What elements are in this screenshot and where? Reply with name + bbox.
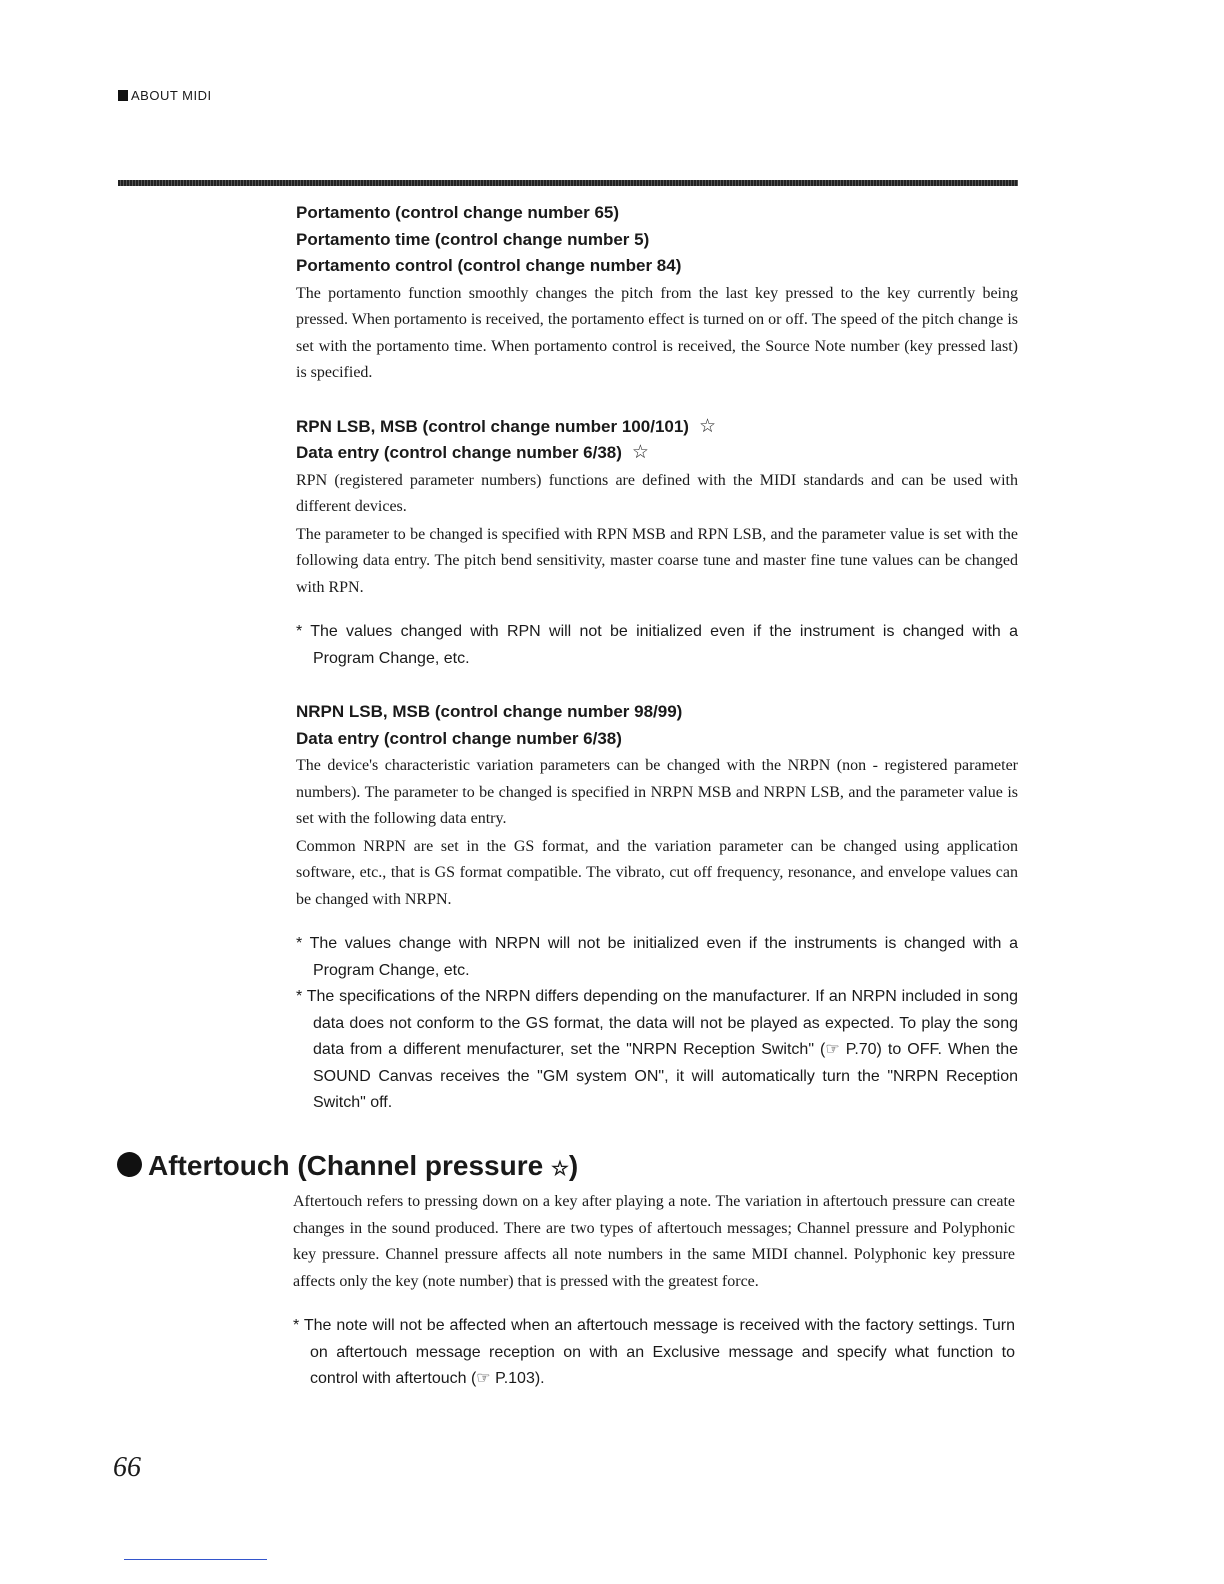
heading-rpn-data-entry [296, 440, 1018, 467]
note-nrpn-1: * The values change with NRPN will not be initialized even if the instruments is changed with a Program Change, etc. [296, 935, 1018, 979]
note-rpn: * The values changed with RPN will not be initialized even if the instrument is changed with a Program Change, etc. [296, 623, 1018, 667]
heading-nrpn: NRPN LSB, MSB (control change number 98/99) [296, 702, 683, 721]
header-rule [118, 180, 1018, 186]
paragraph-nrpn-1: The device's characteristic variation parameters can be changed with the NRPN (non - registered parameter numbers). The parameter to be changed is specified in NRPN MSB and NRPN LSB, and the parameter value is set with the following data entry. [296, 757, 1018, 827]
paragraph-aftertouch: Aftertouch refers to pressing down on a key after playing a note. The variation in aftertouch pressure can create changes in the sound produced. There are two types of aftertouch messages; Channel pressure and Polyphonic key pressure. Channel pressure affects all note numbers in the same MIDI channel. Polyphonic key pressure affects only the key (note number) that is pressed with the greatest force. [293, 1193, 1015, 1290]
paragraph-rpn-1: RPN (registered parameter numbers) functions are defined with the MIDI standards and can be used with different devices. [296, 471, 1018, 515]
note-nrpn-2: * The specifications of the NRPN differs depending on the manufacturer. If an NRPN included in song data does not conform to the GS format, the data will not be played as expected. To play the song data from a different menufacturer, set the "NRPN Reception Switch" (☞ P.70) to OFF. When the SOUND Canvas receives the "GM system ON", it will automatically turn the "NRPN Reception Switch" off. [296, 988, 1018, 1111]
note-aftertouch: * The note will not be affected when an aftertouch message is received with the factory settings. Turn on aftertouch message reception on with an Exclusive message and specify what function to control with aftertouch (☞ P.103). [293, 1317, 1015, 1387]
footer-line [124, 1559, 267, 1560]
paragraph-nrpn-2: Common NRPN are set in the GS format, and the variation parameter can be changed using application software, etc., that is GS format compatible. The vibrato, cut off frequency, resonance, and envelope values can be changed with NRPN. [296, 837, 1018, 908]
heading-rpn-data-entry-text: Data entry (control change number 6/38) [296, 443, 622, 462]
header-section-label: ABOUT MIDI [131, 88, 212, 103]
main-content [296, 200, 1018, 1117]
heading-portamento: Portamento (control change number 65) [296, 203, 620, 222]
paragraph-portamento: The portamento function smoothly changes the pitch from the last key pressed to the key currently being pressed. When portamento is received, the portamento effect is turned on or off. The speed of the pitch change is set with the portamento time. When portamento control is received, the Source Note number (key pressed last) is specified. [296, 284, 1018, 381]
aftertouch-title: Aftertouch (Channel pressure [148, 1150, 544, 1181]
star-icon: ☆ [631, 442, 649, 463]
heading-rpn-text: RPN LSB, MSB (control change number 100/101) [296, 416, 689, 436]
square-bullet-icon [118, 90, 128, 101]
circle-bullet-icon [117, 1152, 142, 1177]
star-icon: ☆ [698, 415, 717, 437]
aftertouch-section [293, 1188, 1015, 1393]
heading-portamento-time: Portamento time (control change number 5) [296, 229, 650, 249]
heading-nrpn-data-entry: Data entry (control change number 6/38) [296, 728, 622, 748]
running-header [118, 88, 212, 103]
heading-portamento-control: Portamento control (control change number 84) [296, 256, 682, 275]
aftertouch-heading: Aftertouch (Channel pressure ☆) [117, 1150, 578, 1182]
star-icon: ☆ [550, 1158, 569, 1180]
paragraph-rpn-2: The parameter to be changed is specified with RPN MSB and RPN LSB, and the parameter value is set with the following data entry. The pitch bend sensitivity, master coarse tune and master fine tune values can be changed with RPN. [296, 525, 1018, 596]
heading-rpn [296, 414, 1018, 441]
page-number: 66 [113, 1452, 141, 1483]
